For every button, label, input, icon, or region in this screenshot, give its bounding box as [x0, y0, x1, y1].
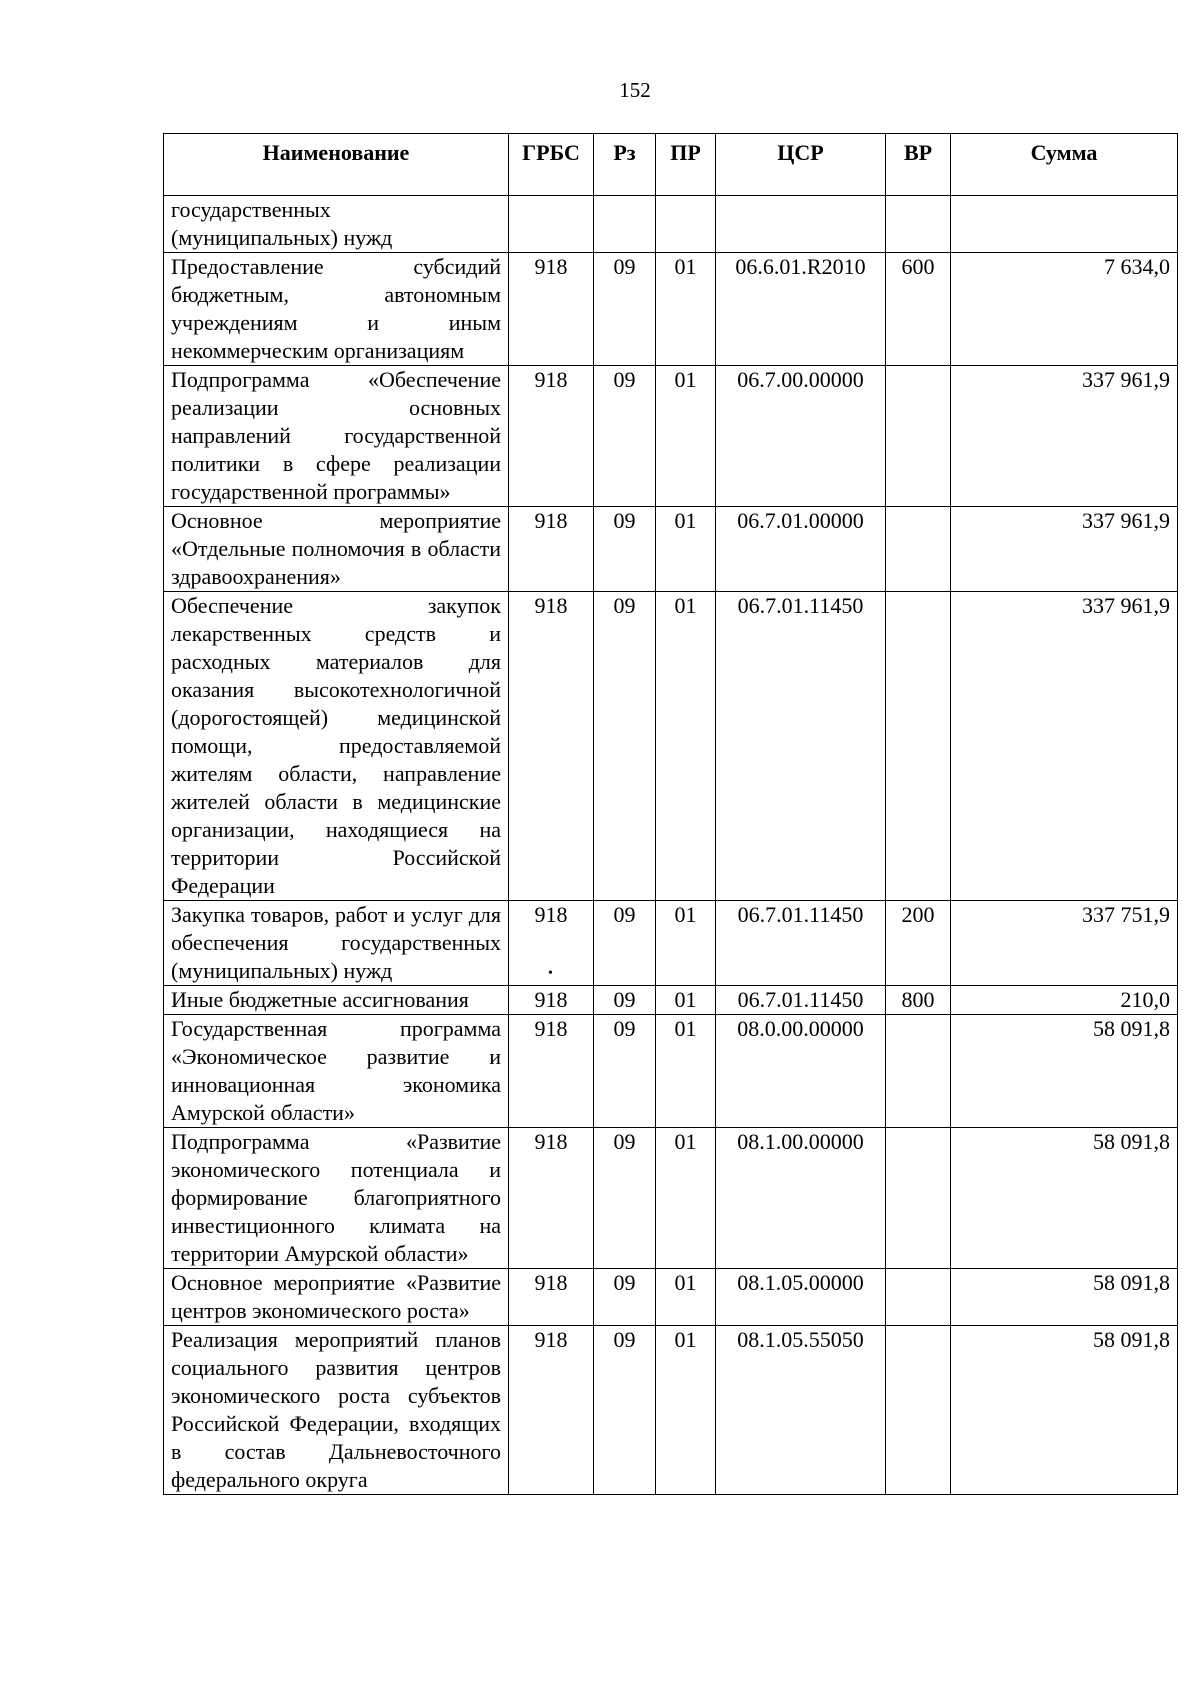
cell-name: Закупка товаров, работ и услуг для обеспечения государственных (муниципальных) нужд [164, 901, 509, 986]
cell-grbs: 918 [509, 1128, 594, 1269]
cell-rz: 09 [594, 1128, 656, 1269]
cell-grbs: 918 [509, 1326, 594, 1495]
cell-rz: 09 [594, 253, 656, 366]
table-row [164, 1128, 1178, 1269]
cell-pr: 01 [656, 592, 716, 901]
cell-pr [656, 196, 716, 253]
cell-name: Подпрограмма «Развитие экономического потенциала и формирование благоприятного инвестиционного климата на территории Амурской области» [164, 1128, 509, 1269]
cell-sum: 58 091,8 [951, 1015, 1178, 1128]
cell-name: Подпрограмма «Обеспечение реализации основных направлений государственной политики в сфере реализации государственной программы» [164, 366, 509, 507]
cell-sum: 58 091,8 [951, 1326, 1178, 1495]
cell-csr: 06.7.01.11450 [716, 986, 886, 1015]
cell-pr: 01 [656, 1015, 716, 1128]
cell-rz: 09 [594, 901, 656, 986]
cell-grbs: 918 [509, 253, 594, 366]
cell-vr [886, 1326, 951, 1495]
cell-csr: 08.1.05.55050 [716, 1326, 886, 1495]
cell-csr: 06.7.01.11450 [716, 901, 886, 986]
cell-sum: 210,0 [951, 986, 1178, 1015]
cell-vr [886, 1015, 951, 1128]
cell-pr: 01 [656, 1269, 716, 1326]
header-rz: Рз [594, 134, 656, 196]
cell-rz: 09 [594, 986, 656, 1015]
table-row [164, 901, 1178, 986]
header-name: Наименование [164, 134, 509, 196]
cell-pr: 01 [656, 253, 716, 366]
cell-sum: 58 091,8 [951, 1269, 1178, 1326]
cell-pr: 01 [656, 986, 716, 1015]
header-row [164, 134, 1178, 196]
cell-grbs: 918 [509, 1269, 594, 1326]
cell-vr [886, 507, 951, 592]
cell-csr: 08.0.00.00000 [716, 1015, 886, 1128]
cell-vr [886, 1269, 951, 1326]
cell-name: государственных (муниципальных) нужд [164, 196, 509, 253]
cell-csr [716, 196, 886, 253]
cell-sum [951, 196, 1178, 253]
cell-csr: 08.1.05.00000 [716, 1269, 886, 1326]
cell-name: Основное мероприятие «Развитие центров экономического роста» [164, 1269, 509, 1326]
cell-rz: 09 [594, 507, 656, 592]
cell-rz: 09 [594, 1269, 656, 1326]
header-vr: ВР [886, 134, 951, 196]
cell-name: Государственная программа «Экономическое развитие и инновационная экономика Амурской области» [164, 1015, 509, 1128]
header-sum: Сумма [951, 134, 1178, 196]
cell-vr [886, 366, 951, 507]
cell-sum: 337 961,9 [951, 366, 1178, 507]
cell-grbs: 918 [509, 1015, 594, 1128]
cell-grbs: 918 [509, 901, 594, 986]
cell-pr: 01 [656, 901, 716, 986]
cell-vr [886, 1128, 951, 1269]
table-row [164, 986, 1178, 1015]
cell-csr: 08.1.00.00000 [716, 1128, 886, 1269]
cell-grbs: 918 [509, 592, 594, 901]
page-number: 152 [619, 78, 651, 102]
cell-rz: 09 [594, 1326, 656, 1495]
cell-name: Иные бюджетные ассигнования [164, 986, 509, 1015]
scan-mark: • [548, 966, 553, 981]
table-row [164, 253, 1178, 366]
cell-pr: 01 [656, 366, 716, 507]
cell-vr: 200 [886, 901, 951, 986]
cell-vr: 600 [886, 253, 951, 366]
cell-name: Обеспечение закупок лекарственных средств и расходных материалов для оказания высокотехнологичной (дорогостоящей) медицинской помощи, предоставляемой жителям области, направление жителей области в медицинские организации, находящиеся на территории Российской Федерации [164, 592, 509, 901]
cell-csr: 06.6.01.R2010 [716, 253, 886, 366]
cell-pr: 01 [656, 1128, 716, 1269]
header-pr: ПР [656, 134, 716, 196]
cell-sum: 58 091,8 [951, 1128, 1178, 1269]
cell-grbs [509, 196, 594, 253]
table-body [164, 196, 1178, 1495]
cell-grbs: 918 [509, 366, 594, 507]
budget-table [163, 133, 1178, 1495]
cell-name: Предоставление субсидий бюджетным, автономным учреждениям и иным некоммерческим организациям [164, 253, 509, 366]
cell-csr: 06.7.01.00000 [716, 507, 886, 592]
cell-name: Реализация мероприятий планов социального развития центров экономического роста субъектов Российской Федерации, входящих в состав Дальневосточного федерального округа [164, 1326, 509, 1495]
table-row [164, 592, 1178, 901]
cell-grbs: 918 [509, 986, 594, 1015]
cell-rz: 09 [594, 366, 656, 507]
table-row [164, 1326, 1178, 1495]
cell-pr: 01 [656, 507, 716, 592]
cell-sum: 337 751,9 [951, 901, 1178, 986]
cell-pr: 01 [656, 1326, 716, 1495]
cell-csr: 06.7.01.11450 [716, 592, 886, 901]
cell-rz [594, 196, 656, 253]
table-row [164, 196, 1178, 253]
cell-vr [886, 592, 951, 901]
cell-sum: 7 634,0 [951, 253, 1178, 366]
cell-vr [886, 196, 951, 253]
header-csr: ЦСР [716, 134, 886, 196]
header-grbs: ГРБС [509, 134, 594, 196]
cell-grbs: 918 [509, 507, 594, 592]
cell-rz: 09 [594, 592, 656, 901]
cell-vr: 800 [886, 986, 951, 1015]
table-row [164, 507, 1178, 592]
cell-sum: 337 961,9 [951, 592, 1178, 901]
table-row [164, 1269, 1178, 1326]
cell-csr: 06.7.00.00000 [716, 366, 886, 507]
table-row [164, 366, 1178, 507]
cell-rz: 09 [594, 1015, 656, 1128]
cell-sum: 337 961,9 [951, 507, 1178, 592]
cell-name: Основное мероприятие «Отдельные полномочия в области здравоохранения» [164, 507, 509, 592]
table-header [164, 134, 1178, 196]
table-row [164, 1015, 1178, 1128]
